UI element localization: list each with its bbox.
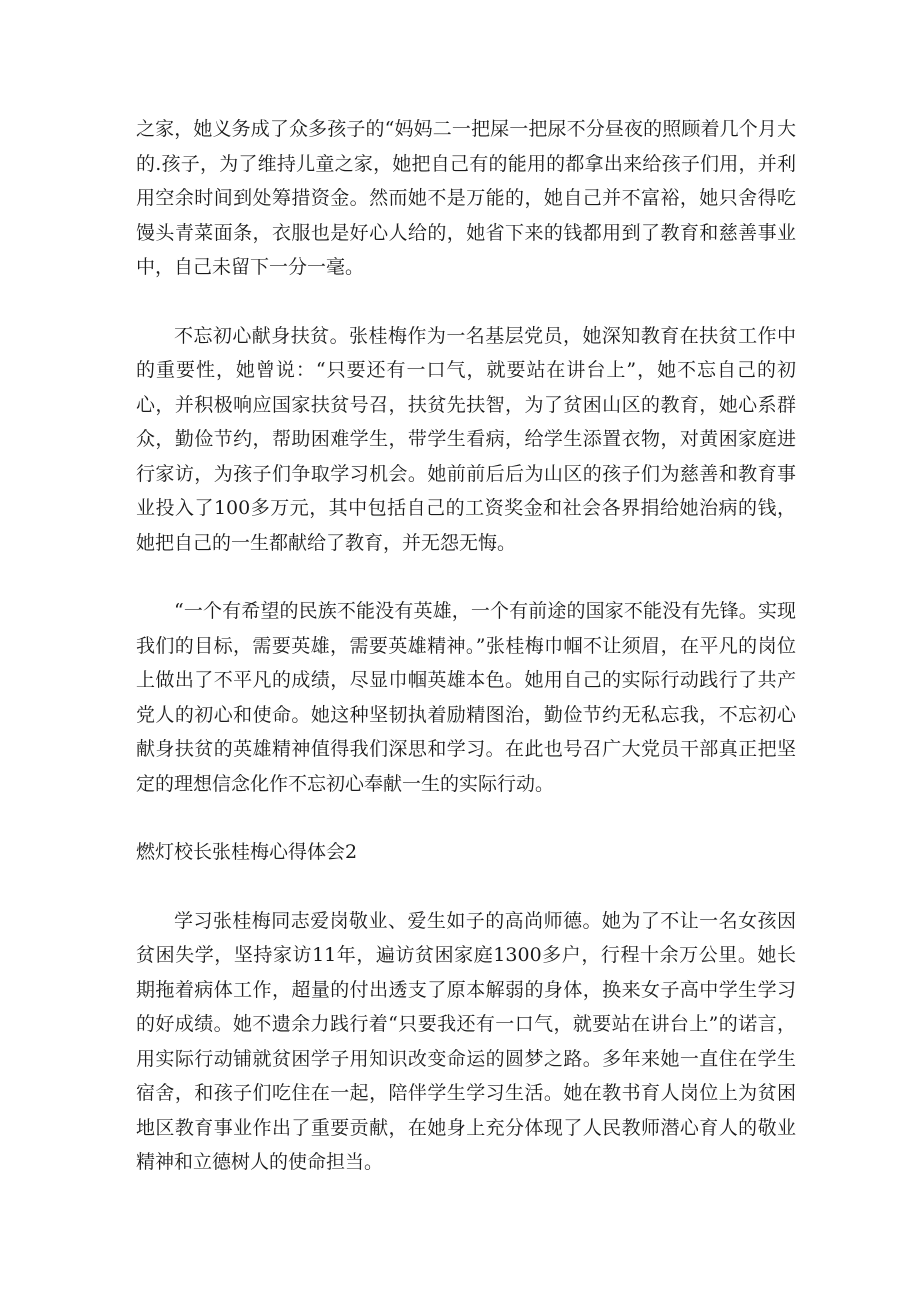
section-heading: 燃灯校长张桂梅心得体会2 xyxy=(136,841,358,863)
document-page xyxy=(136,112,796,1180)
paragraph-continuation: 之家，她义务成了众多孩子的“妈妈二一把屎一把尿不分昼夜的照顾着几个月大的.孩子，为了维持儿童之家，她把自己有的能用的都拿出来给孩子们用，并利用空余时间到处筹措资金。然而她不是万能的，她自己并不富裕，她只舍得吃馒头青菜面条，衣服也是好心人给的，她省下来的钱都用到了教育和慈善事业中，自己未留下一分一毫。 xyxy=(136,118,796,278)
paragraph-study: 学习张桂梅同志爱岗敬业、爱生如子的高尚师德。她为了不让一名女孩因贫困失学，坚持家访11年，遍访贫困家庭1300多户，行程十余万公里。她长期拖着病体工作，超量的付出透支了原本解弱的身体，换来女子高中学生学习的好成绩。她不遗余力践行着“只要我还有一口气，就要站在讲台上”的诺言，用实际行动铺就贫困学子用知识改变命运的圆梦之路。多年来她一直住在学生宿舍，和孩子们吃住在一起，陪伴学生学习生活。她在教书育人岗位上为贫困地区教育事业作出了重要贡献，在她身上充分体现了人民教师潜心育人的敬业精神和立德树人的使命担当。 xyxy=(136,909,796,1173)
paragraph-dedication: 不忘初心献身扶贫。张桂梅作为一名基层党员，她深知教育在扶贫工作中的重要性，她曾说：“只要还有一口气，就要站在讲台上”，她不忘自己的初心，并积极响应国家扶贫号召，扶贫先扶智，为了贫困山区的教育，她心系群众，勤俭节约，帮助困难学生，带学生看病，给学生添置衣物，对黄困家庭进行家访，为孩子们争取学习机会。她前前后后为山区的孩子们为慈善和教育事业投入了100多万元，其中包括自己的工资奖金和社会各界捐给她治病的钱，她把自己的一生都献给了教育，并无怨无悔。 xyxy=(136,324,796,554)
paragraph-quote: “一个有希望的民族不能没有英雄，一个有前途的国家不能没有先锋。实现我们的目标，需要英雄，需要英雄精神。”张桂梅巾帼不让须眉，在平凡的岗位上做出了不平凡的成绩，尽显巾帼英雄本色。她用自己的实际行动践行了共产党人的初心和使命。她这种坚韧执着励精图治，勤俭节约无私忘我，不忘初心献身扶贫的英雄精神值得我们深思和学习。在此也号召广大党员干部真正把坚定的理想信念化作不忘初心奉献一生的实际行动。 xyxy=(136,600,796,795)
